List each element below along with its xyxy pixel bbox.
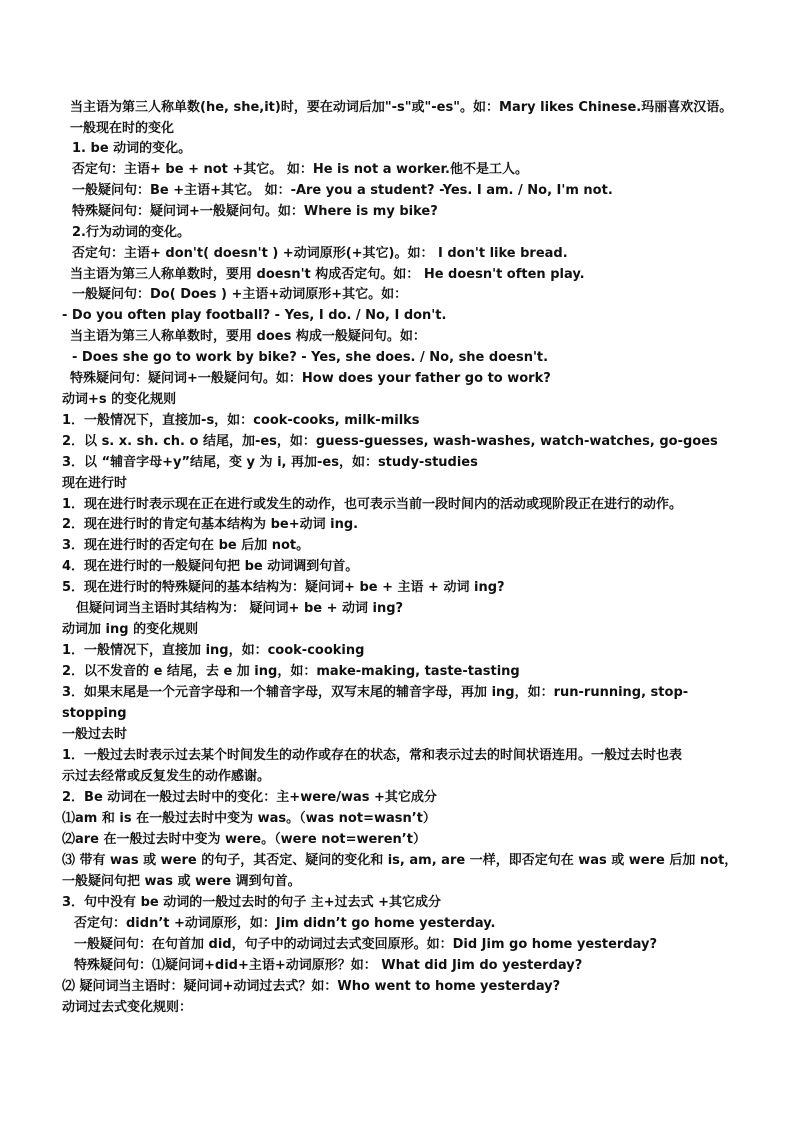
text-line: 1．现在进行时表示现在正在进行或发生的动作，也可表示当前一段时间内的活动或现阶段正在进行的动作。 — [62, 497, 683, 512]
text-line: 1. be 动词的变化。 — [72, 141, 192, 156]
text-line: 1．一般过去时表示过去某个时间发生的动作或存在的状态，常和表示过去的时间状语连用。一般过去时也表 — [62, 748, 683, 763]
text-line: 3．如果末尾是一个元音字母和一个辅音字母，双写末尾的辅音字母，再加 ing，如：run-running, stop- — [62, 685, 689, 700]
text-line: 一般疑问句：Do( Does ) +主语+动词原形+其它。如： — [72, 287, 408, 302]
text-line: ⑵are 在一般过去时中变为 were。（were not=weren’t） — [62, 832, 426, 847]
text-line: 4．现在进行时的一般疑问句把 be 动词调到句首。 — [62, 559, 359, 574]
example-line: - Does she go to work by bike? - Yes, she does. / No, she doesn't. — [72, 350, 549, 365]
text-line: 一般疑问句：在句首加 did，句子中的动词过去式变回原形。如：Did Jim go home yesterday? — [74, 937, 658, 952]
section-heading: 动词过去式变化规则： — [62, 1000, 193, 1015]
text-line: 一般疑问句把 was 或 were 调到句首。 — [62, 874, 301, 889]
text-line: 1．一般情况下，直接加-s，如：cook-cooks, milk-milks — [62, 413, 420, 428]
text-line: 否定句：主语+ don't( doesn't ) +动词原形(+其它)。如： I don't like bread. — [72, 246, 568, 261]
text-line: 5．现在进行时的特殊疑问的基本结构为：疑问词+ be + 主语 + 动词 ing? — [62, 580, 505, 595]
example-line: - Do you often play football? - Yes, I do. / No, I don't. — [62, 308, 447, 323]
text-line: 但疑问词当主语时其结构为： 疑问词+ be + 动词 ing? — [76, 601, 404, 616]
text-line: 3．现在进行时的否定句在 be 后加 not。 — [62, 538, 310, 553]
text-line: ⑵ 疑问词当主语时：疑问词+动词过去式？如：Who went to home yesterday? — [62, 979, 561, 994]
text-line: 特殊疑问句：疑问词+一般疑问句。如：Where is my bike? — [72, 204, 438, 219]
text-line: 当主语为第三人称单数时，要用 doesn't 构成否定句。如： He doesn't often play. — [70, 267, 585, 282]
text-line: 2．以不发音的 e 结尾，去 e 加 ing，如：make-making, taste-tasting — [62, 664, 520, 679]
section-heading: 一般现在时的变化 — [70, 121, 175, 136]
section-heading: 一般过去时 — [62, 727, 128, 742]
text-line: ⑴am 和 is 在一般过去时中变为 was。（was not=wasn’t） — [62, 811, 436, 826]
text-line: 1．一般情况下，直接加 ing，如：cook-cooking — [62, 643, 365, 658]
text-line: 一般疑问句：Be +主语+其它。 如：-Are you a student? -Yes. I am. / No, I'm not. — [72, 183, 613, 198]
text-line: 特殊疑问句：疑问词+一般疑问句。如：How does your father go to work? — [70, 371, 551, 386]
text-line: 3．以 “辅音字母+y”结尾，变 y 为 i, 再加-es，如：study-studies — [62, 455, 478, 470]
text-line: 2．以 s. x. sh. ch. o 结尾，加-es，如：guess-guesses, wash-washes, watch-watches, go-goes — [62, 434, 718, 449]
section-heading: 动词+s 的变化规则 — [62, 392, 177, 407]
text-line: 当主语为第三人称单数时，要用 does 构成一般疑问句。如： — [70, 329, 426, 344]
text-line: 示过去经常或反复发生的动作感谢。 — [62, 769, 271, 784]
section-heading: 现在进行时 — [62, 476, 128, 491]
text-line: 特殊疑问句：⑴疑问词+did+主语+动词原形？如： What did Jim do yesterday? — [74, 958, 583, 973]
section-heading: 动词加 ing 的变化规则 — [62, 622, 199, 637]
text-line: 否定句：主语+ be + not +其它。 如：He is not a worker.他不是工人。 — [72, 162, 528, 177]
text-line: stopping — [62, 706, 127, 721]
text-line: 2.行为动词的变化。 — [72, 225, 190, 240]
text-line: 当主语为第三人称单数(he, she,it)时，要在动词后加"-s"或"-es"。如：Mary likes Chinese.玛丽喜欢汉语。 — [70, 100, 733, 115]
text-line: 否定句：didn’t +动词原形，如：Jim didn’t go home yesterday. — [74, 916, 496, 931]
text-line: 2．现在进行时的肯定句基本结构为 be+动词 ing. — [62, 517, 359, 532]
text-line: ⑶ 带有 was 或 were 的句子，其否定、疑问的变化和 is, am, are 一样，即否定句在 was 或 were 后加 not， — [62, 853, 738, 868]
text-line: 3．句中没有 be 动词的一般过去时的句子 主+过去式 +其它成分 — [62, 895, 442, 910]
text-line: 2．Be 动词在一般过去时中的变化：主+were/was +其它成分 — [62, 790, 437, 805]
